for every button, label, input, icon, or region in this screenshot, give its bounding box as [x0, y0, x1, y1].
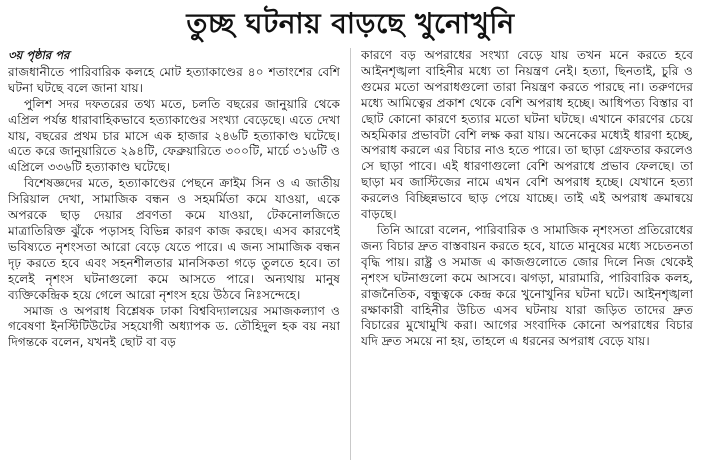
jump-note: ৩য় পৃষ্ঠার পর: [8, 48, 70, 62]
paragraph: কারণে বড় অপরাধের সংখ্যা বেড়ে যায় তখন মনে করতে হবে আইনশৃঙ্খলা বাহিনীর মধ্যে তা নিয়ন্ত্রণ নেই। হত্যা, ছিনতাই, চুরি ও গুমের মতো অপরাধগুলো তারা নিয়ন্ত্রণ করতে পারছে না। তরুণদের মধ্যে আমিত্বের প্রকাশ থেকে বেশি অপরাধ হচ্ছে। আধিপত্য বিস্তার বা ছোট কোনো কারণে হত্যার মতো ঘটনা ঘটছে। এখানে কারণের চেয়ে অহমিকার প্রভাবটা বেশি লক্ষ করা যায়। অনেকের মধ্যেই ধারণা হচ্ছে, অপরাধ করলে এর বিচার নাও হতে পারে। তা ছাড়া গ্রেফতার করলেও সে ছাড়া পাবে। এই ধারণাগুলো বেশি অপরাধে প্রভাব ফেলছে। তা ছাড়া মব জাস্টিজের নামে এখন বেশি অপরাধ হচ্ছে। যেখানে হত্যা করলেও বিচ্ছিন্নভাবে ছাড় পেয়ে যাচ্ছে। তাই এই অপরাধ ক্রমান্বয়ে বাড়ছে।: [360, 48, 693, 222]
headline: তুচ্ছ ঘটনায় বাড়ছে খুনোখুনি: [186, 7, 515, 40]
column-divider: [350, 48, 351, 460]
paragraph: পুলিশ সদর দফতরের তথ্য মতে, চলতি বছরের জানুয়ারি থেকে এপ্রিল পর্যন্ত ধারাবাহিকভাবে হত্যাকাণ্ডের সংখ্যা বেড়েছে। এতে দেখা যায়, বছরের প্রথম চার মাসে এক হাজার ২৪৬টি হত্যাকাণ্ড ঘটেছে। এতে করে জানুয়ারিতে ২৯৪টি, ফেব্রুয়ারিতে ৩০০টি, মার্চে ৩১৬টি ও এপ্রিলে ৩৩৬টি হত্যাকাণ্ড ঘটেছে।: [8, 96, 341, 175]
article-body: [8, 48, 693, 460]
left-column: [8, 48, 340, 460]
right-column: [361, 48, 693, 460]
paragraph: তিনি আরো বলেন, পারিবারিক ও সামাজিক নৃশংসতা প্রতিরোধের জন্য বিচার দ্রুত বাস্তবায়ন করতে হবে, যাতে মানুষের মধ্যে সচেতনতা বৃদ্ধি পায়। রাষ্ট্র ও সমাজ এ কাজগুলোতে জোর দিলে নিজ থেকেই নৃশংস ঘটনাগুলো কমে আসবে। ঝগড়া, মারামারি, পারিবারিক কলহ, রাজনৈতিক, বন্ধুত্বকে কেন্দ্র করে খুনোখুনির ঘটনা ঘটে। আইনশৃঙ্খলা রক্ষাকারী বাহিনীর উচিত এসব ঘটনায় যারা জড়িত তাদের দ্রুত বিচারের মুখোমুখি করা। আগের সংবাদিক কোনো অপরাধের বিচার যদি দ্রুত সময়ে না হয়, তাহলে এ ধরনের অপরাধ বেড়ে যায়।: [360, 222, 693, 349]
paragraph: বিশেষজ্ঞদের মতে, হত্যাকাণ্ডের পেছনে ক্রাইম সিন ও এ জাতীয় সিরিয়াল দেখা, সামাজিক বন্ধন ও সহমর্মিতা কমে যাওয়া, একে অপরকে ছাড় দেয়ার প্রবণতা কমে যাওয়া, টেকনোলজিতে মাত্রাতিরিক্ত ঝুঁকে পড়াসহ বিভিন্ন কারণ কাজ করছে। এসব কারণেই ভবিষ্যতে নৃশংসতা আরো বেড়ে যেতে পারে। এ জন্য সামাজিক বন্ধন দৃঢ় করতে হবে এবং সহনশীলতার মানসিকতা গড়ে তুলতে হবে। তা হলেই নৃশংস ঘটনাগুলো কমে আসতে পারে। অন্যথায় মানুষ ব্যক্তিকেন্দ্রিক হয়ে গেলে আরো নৃশংস হয়ে উঠবে নিঃসন্দেহে।: [8, 176, 341, 302]
paragraph: রাজধানীতে পারিবারিক কলহে মোট হত্যাকাণ্ডের ৪০ শতাংশের বেশি ঘটনা ঘটছে বলে জানা যায়।: [8, 64, 341, 95]
paragraph: সমাজ ও অপরাধ বিশ্লেষক ঢাকা বিশ্ববিদ্যালয়ের সমাজকল্যাণ ও গবেষণা ইনস্টিটিউটের সহযোগী অধ্যাপক ড. তৌহিদুল হক বয় নয়া দিগন্তকে বলেন, যখনই ছোট বা বড়: [8, 303, 341, 350]
